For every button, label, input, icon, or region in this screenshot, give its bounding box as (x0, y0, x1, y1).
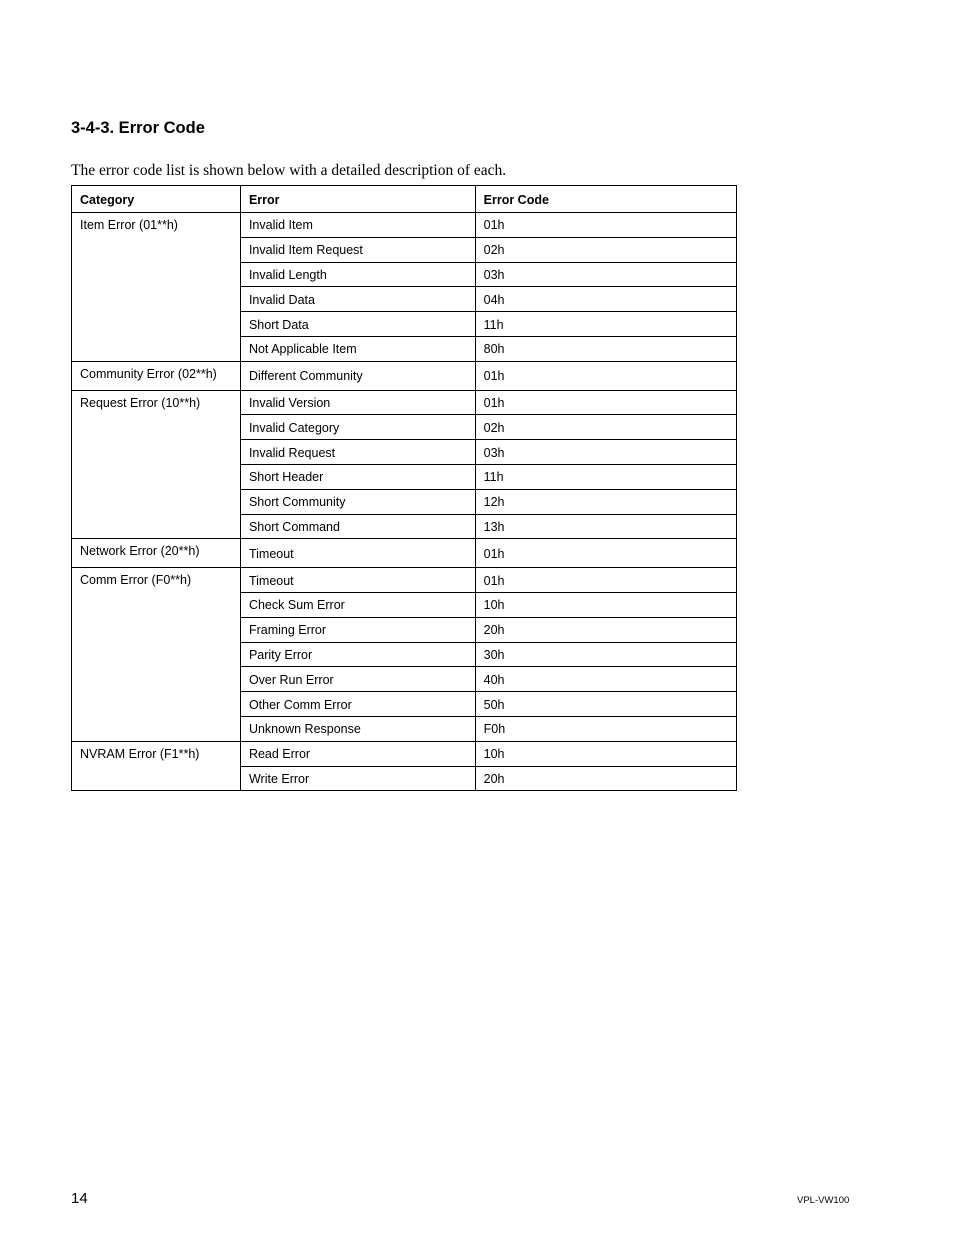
error-cell: Invalid Version (240, 390, 475, 415)
error-cell: Unknown Response (240, 716, 475, 741)
error-cell: Timeout (240, 568, 475, 593)
model-name: VPL-VW100 (797, 1195, 850, 1206)
error-code-cell: 01h (475, 361, 736, 390)
category-cell: Item Error (01**h) (72, 213, 241, 362)
table-row (72, 361, 737, 390)
error-code-cell: 10h (475, 741, 736, 766)
error-code-cell: F0h (475, 716, 736, 741)
error-cell: Invalid Length (240, 262, 475, 287)
error-code-cell: 50h (475, 692, 736, 717)
error-code-cell: 11h (475, 464, 736, 489)
table-row (72, 539, 737, 568)
category-cell: Network Error (20**h) (72, 539, 241, 568)
error-code-cell: 01h (475, 539, 736, 568)
error-cell: Short Data (240, 312, 475, 337)
error-cell: Read Error (240, 741, 475, 766)
error-code-cell: 12h (475, 489, 736, 514)
error-cell: Invalid Data (240, 287, 475, 312)
error-code-cell: 04h (475, 287, 736, 312)
error-code-cell: 03h (475, 262, 736, 287)
intro-paragraph: The error code list is shown below with a detailed description of each. (71, 162, 507, 179)
table-header-row (72, 186, 737, 213)
error-cell: Invalid Request (240, 440, 475, 465)
error-cell: Other Comm Error (240, 692, 475, 717)
error-cell: Short Header (240, 464, 475, 489)
category-cell: Request Error (10**h) (72, 390, 241, 539)
error-code-cell: 02h (475, 415, 736, 440)
table-body (72, 213, 737, 791)
header-category: Category (72, 186, 241, 213)
error-code-cell: 40h (475, 667, 736, 692)
error-code-cell: 01h (475, 568, 736, 593)
error-cell: Invalid Item (240, 213, 475, 238)
page-number: 14 (71, 1190, 88, 1207)
error-cell: Not Applicable Item (240, 336, 475, 361)
error-cell: Invalid Category (240, 415, 475, 440)
section-heading: 3-4-3. Error Code (71, 119, 205, 137)
error-cell: Short Community (240, 489, 475, 514)
error-code-cell: 20h (475, 766, 736, 791)
table-row (72, 741, 737, 766)
error-code-cell: 80h (475, 336, 736, 361)
error-code-cell: 03h (475, 440, 736, 465)
error-code-table (71, 185, 737, 791)
table-row (72, 390, 737, 415)
error-cell: Framing Error (240, 617, 475, 642)
header-error-code: Error Code (475, 186, 736, 213)
error-code-cell: 02h (475, 237, 736, 262)
table-row (72, 568, 737, 593)
category-cell: NVRAM Error (F1**h) (72, 741, 241, 791)
error-cell: Write Error (240, 766, 475, 791)
error-code-cell: 10h (475, 592, 736, 617)
error-code-cell: 11h (475, 312, 736, 337)
error-code-cell: 01h (475, 390, 736, 415)
error-cell: Invalid Item Request (240, 237, 475, 262)
error-code-cell: 01h (475, 213, 736, 238)
error-code-cell: 20h (475, 617, 736, 642)
error-code-cell: 30h (475, 642, 736, 667)
error-cell: Check Sum Error (240, 592, 475, 617)
error-code-cell: 13h (475, 514, 736, 539)
table-row (72, 213, 737, 238)
error-cell: Short Command (240, 514, 475, 539)
error-cell: Timeout (240, 539, 475, 568)
category-cell: Comm Error (F0**h) (72, 568, 241, 742)
category-cell: Community Error (02**h) (72, 361, 241, 390)
error-cell: Parity Error (240, 642, 475, 667)
error-cell: Different Community (240, 361, 475, 390)
header-error: Error (240, 186, 475, 213)
error-cell: Over Run Error (240, 667, 475, 692)
